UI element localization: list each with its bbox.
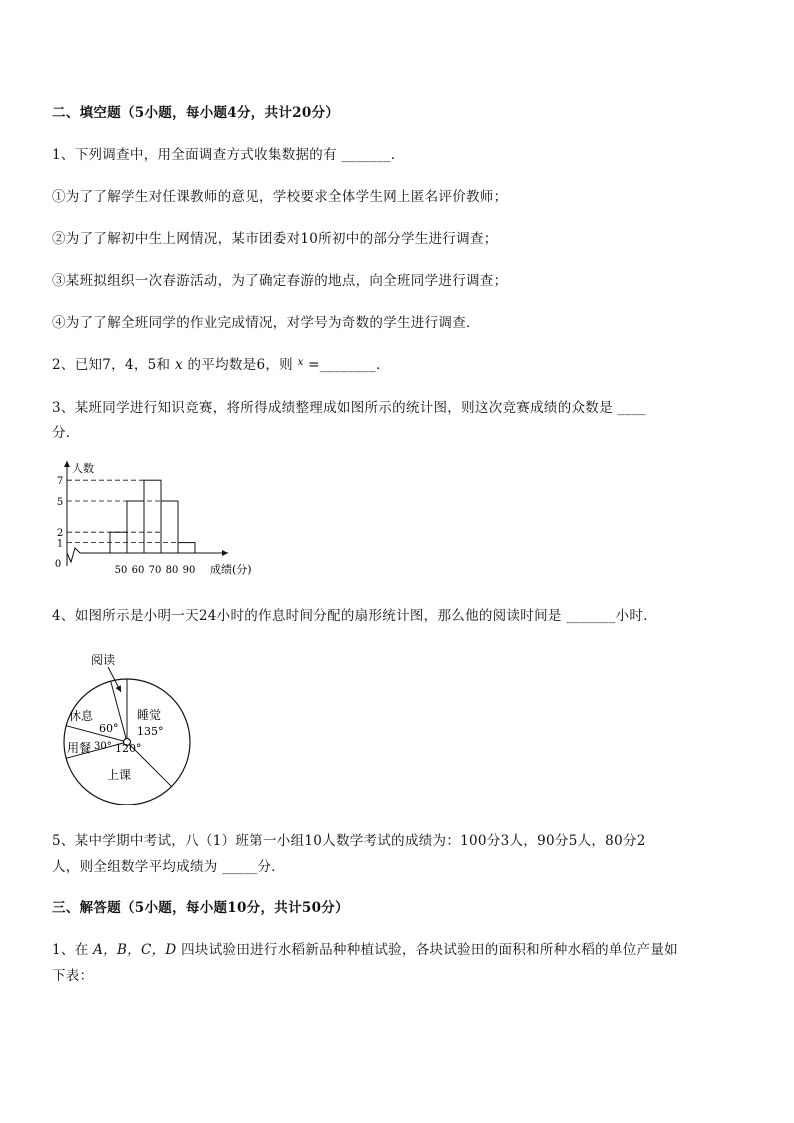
score-bar-chart (50, 456, 270, 580)
x-tick-label: 50 (114, 565, 128, 576)
q1-option-2: ②为了了解初中生上网情况，某市团委对10所初中的部分学生进行调查； (52, 231, 498, 247)
q5-line-2: 人，则全组数学平均成绩为 _____分． (52, 859, 286, 875)
q5-line-1: 5、某中学期中考试，八（1）班第一小组10人数学考试的成绩为：100分3人，90分5人，80分2 (52, 833, 646, 849)
pie-label-sleep: 睡觉 (137, 708, 162, 722)
q2-prefix: 2、已知7，4，5和 (52, 357, 171, 373)
s3-q1-prefix: 1、在 (52, 942, 89, 958)
bar-80 (161, 501, 178, 553)
x-tick-label: 90 (182, 565, 196, 576)
q1-option-4: ④为了了解全班同学的作业完成情况，对学号为奇数的学生进行调查． (52, 315, 480, 331)
x-tick-label: 70 (148, 565, 162, 576)
q1-option-3: ③某班拟组织一次春游活动，为了确定春游的地点，向全班同学进行调查； (52, 273, 508, 289)
pie-angle-rest: 60° (99, 722, 119, 735)
q3-line-1: 3、某班同学进行知识竞赛，将所得成绩整理成如图所示的统计图，则这次竞赛成绩的众数是 ____ (52, 400, 646, 416)
pie-label-class: 上课 (107, 768, 132, 782)
y-tick-label: 0 (54, 559, 62, 570)
q2-variable: x (174, 357, 183, 373)
q4-stem: 4、如图所示是小明一天24小时的作息时间分配的扇形统计图，那么他的阅读时间是 _______小时． (52, 608, 658, 624)
y-tick-label: 7 (56, 476, 64, 488)
pie-angle-meal: 30° (94, 741, 112, 752)
x-tick-label: 60 (131, 565, 145, 576)
s3-q1-line-1 (52, 938, 678, 958)
q2-variable-2: x (297, 357, 304, 368)
s3-q1-letters: A，B，C，D (93, 942, 177, 958)
q1-option-1: ①为了了解学生对任课教师的意见，学校要求全体学生网上匿名评价教师； (52, 189, 508, 205)
y-axis-label: 人数 (72, 462, 94, 475)
q2-stem (52, 353, 390, 373)
y-tick-label: 5 (56, 497, 64, 508)
daily-schedule-pie-chart (55, 645, 205, 805)
pie-label-rest: 休息 (69, 709, 94, 723)
q1-stem: 1、下列调查中，用全面调查方式收集数据的有 _______． (52, 147, 405, 163)
pie-angle-sleep: 135° (137, 725, 164, 738)
bar-90 (178, 543, 195, 553)
x-axis-label: 成绩(分) (210, 563, 252, 576)
section-heading-solve: 三、解答题（5小题，每小题10分，共计50分） (52, 900, 349, 916)
bar-70 (144, 480, 161, 553)
q3-line-2: 分． (52, 425, 80, 441)
y-tick-label: 2 (56, 528, 64, 540)
pie-label-reading: 阅读 (91, 653, 116, 667)
bar-60 (127, 501, 144, 553)
s3-q1-rest: 四块试验田进行水稻新品种种植试验，各块试验田的面积和所种水稻的单位产量如 (181, 942, 678, 958)
q2-middle: 的平均数是6，则 (187, 357, 293, 373)
x-tick-label: 80 (165, 565, 179, 576)
section-heading-fill-in: 二、填空题（5小题，每小题4分，共计20分） (52, 105, 340, 121)
y-tick-label: 1 (56, 538, 64, 550)
pie-label-meal: 用餐 (67, 741, 92, 755)
pie-angle-class: 120° (115, 742, 142, 755)
q2-suffix: =________． (308, 357, 390, 373)
axis-break-icon (67, 548, 80, 562)
s3-q1-line-2: 下表： (52, 968, 94, 984)
